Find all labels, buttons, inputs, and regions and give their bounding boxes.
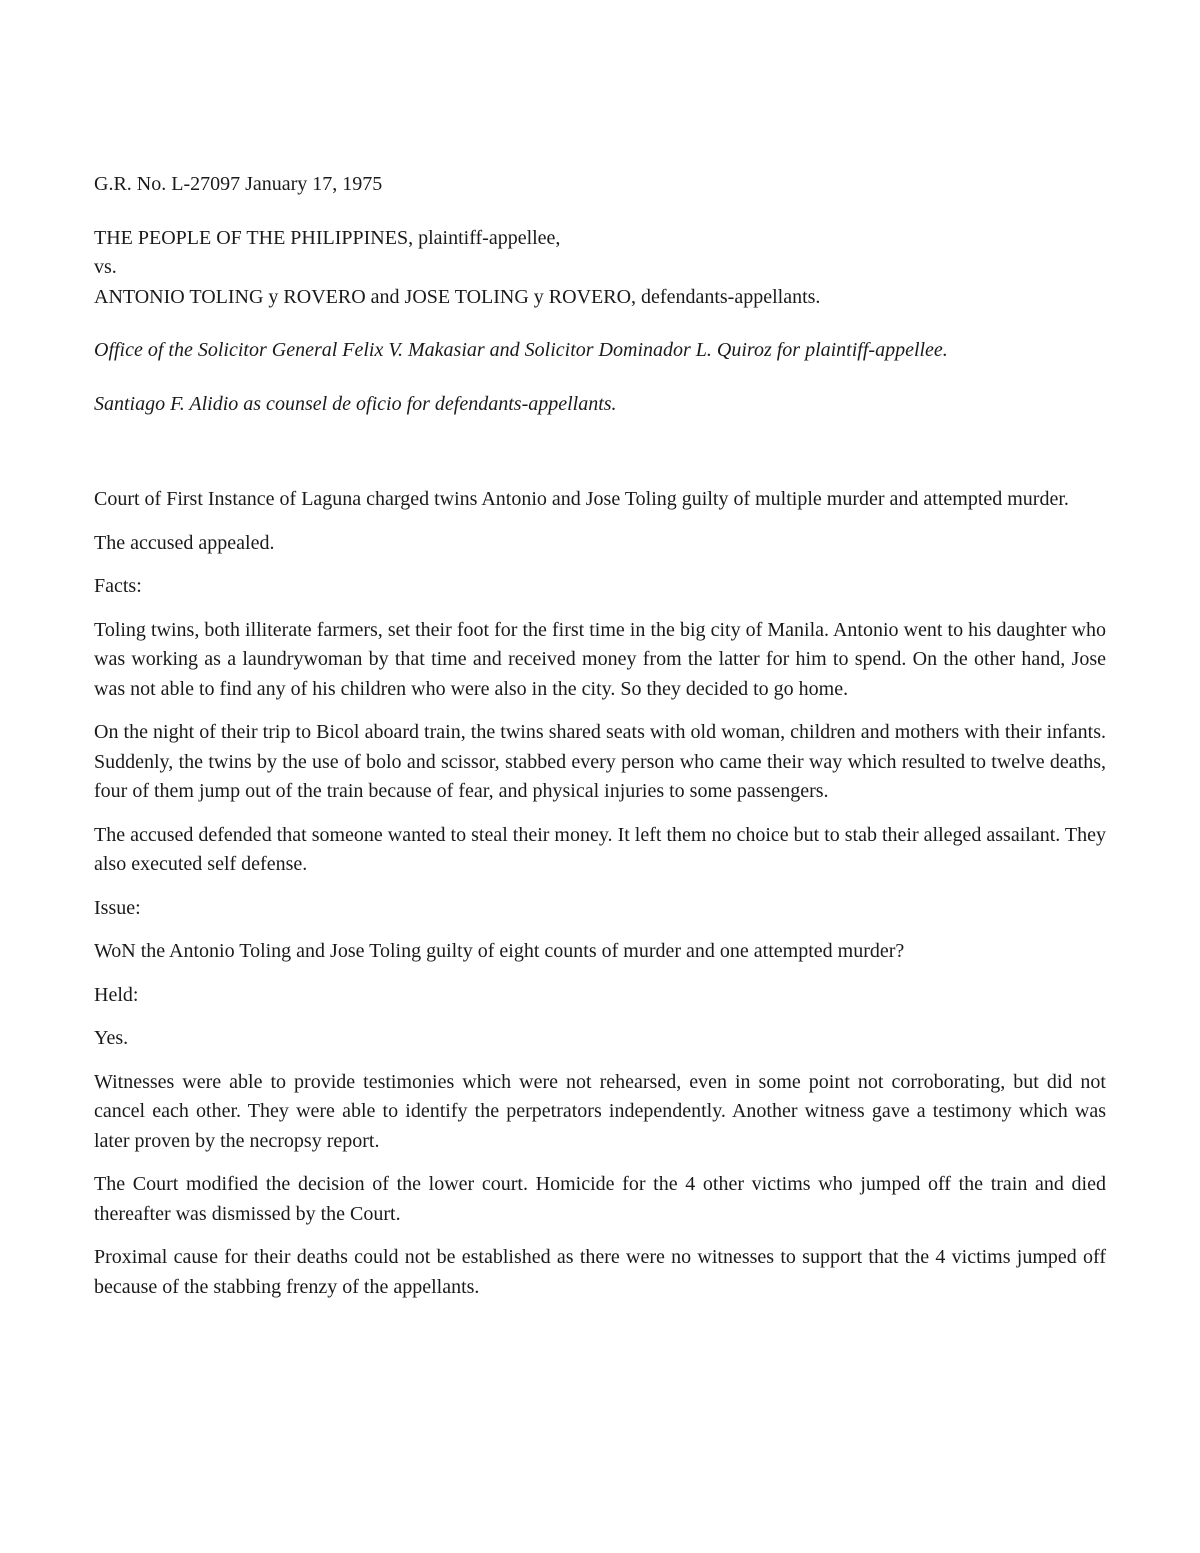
case-number: G.R. No. L-27097 January 17, 1975 [94, 173, 383, 195]
document-content [94, 170, 1106, 1316]
facts-paragraph-2: On the night of their trip to Bicol aboard train, the twins shared seats with old woman, children and mothers with their infants. Suddenly, the twins by the use of bolo and scissor, stabbed every person who came their way which resulted to twelve deaths, four of them jump out of the train because of fear, and physical injuries to some passengers. [94, 721, 1106, 802]
plaintiff-counsel: Office of the Solicitor General Felix V. Makasiar and Solicitor Dominador L. Quiroz for plaintiff-appellee. [94, 339, 948, 361]
held-paragraph-3: Proximal cause for their deaths could not be established as there were no witnesses to support that the 4 victims jumped off because of the stabbing frenzy of the appellants. [94, 1246, 1106, 1298]
facts-paragraph-1: Toling twins, both illiterate farmers, set their foot for the first time in the big city of Manila. Antonio went to his daughter who was working as a laundrywoman by that time and received money from the latter for him to spend. On the other hand, Jose was not able to find any of his children who were also in the city. So they decided to go home. [94, 618, 1106, 700]
defendants-line: ANTONIO TOLING y ROVERO and JOSE TOLING y ROVERO, defendants-appellants. [94, 285, 821, 308]
held-heading: Held: [94, 983, 139, 1006]
issue-paragraph: WoN the Antonio Toling and Jose Toling guilty of eight counts of murder and one attempted murder? [94, 940, 905, 962]
appeal-paragraph: The accused appealed. [94, 531, 275, 554]
facts-heading: Facts: [94, 575, 142, 597]
facts-paragraph-3: The accused defended that someone wanted to steal their money. It left them no choice but to stab their alleged assailant. They also executed self defense. [94, 823, 1106, 875]
issue-heading: Issue: [94, 896, 141, 919]
case-caption [94, 224, 1106, 313]
defense-counsel: Santiago F. Alidio as counsel de oficio for defendants-appellants. [94, 392, 617, 415]
held-answer: Yes. [94, 1027, 129, 1049]
versus-line: vs. [94, 256, 117, 278]
held-paragraph-1: Witnesses were able to provide testimonies which were not rehearsed, even in some point not corroborating, but did not cancel each other. They were able to identify the perpetrators independently. Another witness gave a testimony which was later proven by the necropsy report. [94, 1070, 1106, 1152]
intro-paragraph: Court of First Instance of Laguna charged twins Antonio and Jose Toling guilty of multiple murder and attempted murder. [94, 488, 1069, 510]
held-paragraph-2: The Court modified the decision of the lower court. Homicide for the 4 other victims who jumped off the train and died thereafter was dismissed by the Court. [94, 1173, 1106, 1225]
plaintiff-line: THE PEOPLE OF THE PHILIPPINES, plaintiff-appellee, [94, 226, 561, 249]
